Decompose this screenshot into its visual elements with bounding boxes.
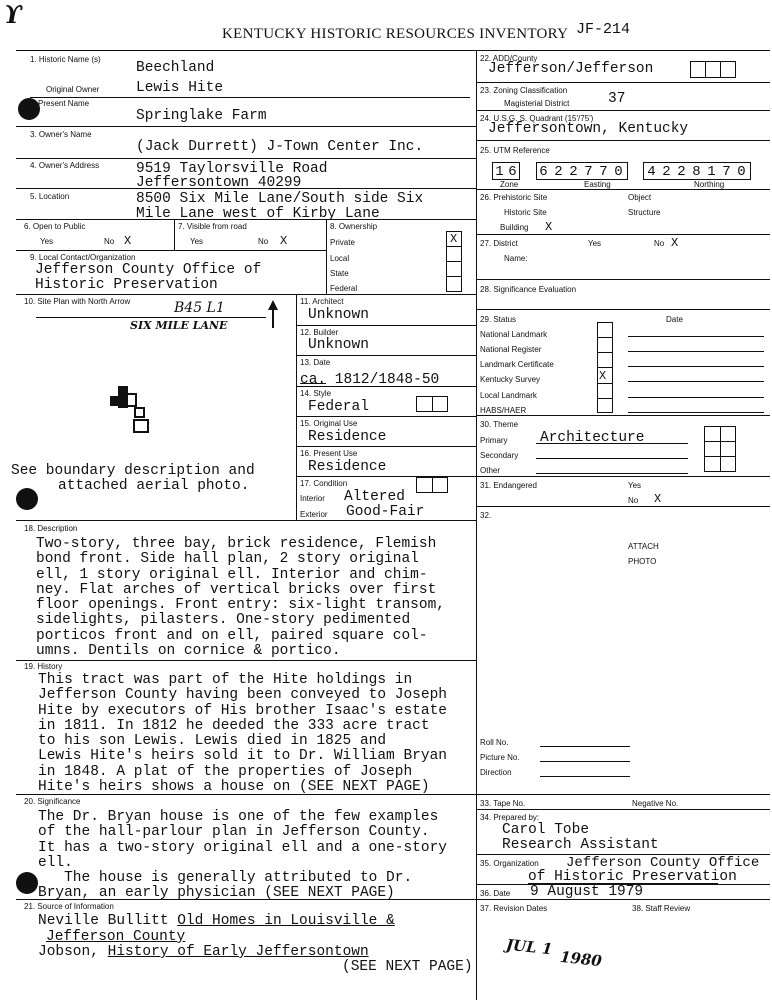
- utm-northing-digit: 7: [722, 164, 731, 180]
- history-line: This tract was part of the Hite holdings in: [38, 672, 413, 688]
- significance-line: ell.: [38, 854, 73, 871]
- status-landmark-certificate: Landmark Certificate: [480, 360, 554, 369]
- utm-easting-digit: 0: [614, 164, 623, 180]
- history-line: Hite's heirs shows a house on (SEE NEXT PAGE): [38, 779, 430, 796]
- f24-label: 24. U.S.G. S. Quadrant (15'/75'): [480, 114, 594, 123]
- architect: Unknown: [308, 307, 369, 323]
- f6-label: 6. Open to Public: [24, 222, 86, 231]
- f7-no: No: [258, 237, 269, 246]
- original-use: Residence: [308, 429, 387, 445]
- description-line: Two-story, three bay, brick residence, Flemish: [36, 536, 437, 552]
- stamp-year: 1980: [559, 947, 603, 971]
- f8-label: 8. Ownership: [330, 222, 378, 231]
- history-text: [38, 673, 447, 795]
- district-value: 37: [608, 91, 626, 107]
- theme-primary: Architecture: [540, 430, 645, 446]
- ownership-checkbox-local[interactable]: [446, 246, 462, 262]
- description-line: bond front. Side hall plan, 2 story original: [36, 551, 419, 568]
- utm-northing-digit: 8: [692, 164, 701, 180]
- significance-text: [38, 810, 447, 902]
- utm-northing-digit: 2: [662, 164, 671, 180]
- attach-label: ATTACH: [628, 542, 659, 551]
- organization-1: Jefferson County Office: [566, 855, 760, 871]
- page-title: KENTUCKY HISTORIC RESOURCES INVENTORY: [222, 26, 569, 42]
- building-mark: X: [545, 220, 553, 234]
- significance-line: The house is generally attributed to Dr.: [38, 870, 413, 887]
- utm-zone-digit: 6: [508, 164, 517, 180]
- prepared-date: 9 August 1979: [530, 884, 644, 900]
- f21-label: 21. Source of Information: [24, 902, 114, 911]
- significance-line: The Dr. Bryan house is one of the few examples: [38, 809, 439, 825]
- present-name-label: Present Name: [38, 99, 90, 108]
- picture-no-label: Picture No.: [480, 753, 520, 762]
- utm-easting-label: Easting: [584, 180, 611, 189]
- road-label: SIX MILE LANE: [130, 319, 228, 332]
- ownership-checkbox-federal[interactable]: [446, 276, 462, 292]
- corner-mark: ϒ: [4, 0, 23, 29]
- interior-label: Interior: [300, 494, 325, 503]
- utm-northing-digit: 1: [707, 164, 716, 180]
- ownership-checkbox-state[interactable]: [446, 261, 462, 277]
- building-label: Building: [500, 223, 529, 232]
- endangered-yes: Yes: [628, 481, 642, 490]
- photo-label: PHOTO: [628, 557, 657, 566]
- description-line: umns. Dentils on cornice & portico.: [36, 643, 341, 660]
- description-line: sidelights, pilasters. One-story pedimented: [36, 612, 411, 629]
- site-plan-note-1: See boundary description and: [11, 463, 255, 479]
- top-border: [16, 50, 770, 51]
- f34-label: 34. Prepared by:: [480, 813, 540, 822]
- theme-other-label: Other: [480, 466, 501, 475]
- historic-site-label: Historic Site: [504, 208, 547, 217]
- source-1-cont: Jefferson County: [46, 929, 186, 945]
- f16-label: 16. Present Use: [300, 449, 358, 458]
- utm-easting-digit: 2: [554, 164, 563, 180]
- present-use: Residence: [308, 459, 387, 475]
- f12-label: 12. Builder: [300, 328, 339, 337]
- f30-label: 30. Theme: [480, 420, 519, 429]
- owner-address-2: Jeffersontown 40299: [136, 175, 302, 191]
- style: Federal: [308, 399, 369, 415]
- site-plan-code: B45 L1: [174, 300, 225, 316]
- location-2: Mile Lane west of Kirby Lane: [136, 206, 380, 222]
- utm-easting-digit: 6: [539, 164, 548, 180]
- punch-hole-bottom: [16, 872, 38, 894]
- f14-label: 14. Style: [300, 389, 332, 398]
- f26-label: 26. Prehistoric Site: [480, 193, 548, 202]
- stamp-month: JUL 1: [505, 935, 554, 959]
- f9-label: 9. Local Contact/Organization: [30, 253, 136, 262]
- f3-label: 3. Owner's Name: [30, 130, 92, 139]
- historic-name: Beechland: [136, 60, 215, 76]
- f25-label: 25. UTM Reference: [480, 146, 550, 155]
- theme-secondary-label: Secondary: [480, 451, 519, 460]
- f18-label: 18. Description: [24, 524, 78, 533]
- history-line: in 1848. A plat of the properties of Joseph: [38, 763, 413, 780]
- endangered-no: No: [628, 496, 639, 505]
- f22-label: 22. ADD/County: [480, 54, 538, 63]
- f20-label: 20. Significance: [24, 797, 81, 806]
- district-yes: Yes: [588, 239, 602, 248]
- north-arrow: [264, 300, 282, 330]
- description-text: [36, 537, 445, 659]
- f8-private: Private: [330, 238, 355, 247]
- f10-label: 10. Site Plan with North Arrow: [24, 297, 131, 306]
- exterior-label: Exterior: [300, 510, 328, 519]
- f19-label: 19. History: [24, 662, 63, 671]
- description-line: ell, 1 story original ell. Interior and chim-: [36, 566, 428, 583]
- f27-label: 27. District: [480, 239, 518, 248]
- owner-name: (Jack Durrett) J-Town Center Inc.: [136, 139, 424, 155]
- owner-address-1: 9519 Taylorsville Road: [136, 161, 328, 177]
- site-plan-building-sketch: [108, 382, 158, 438]
- see-next-page: (SEE NEXT PAGE): [342, 959, 473, 975]
- source-1: Neville Bullitt Old Homes in Louisville &: [38, 913, 395, 929]
- f1-label: 1. Historic Name (s): [30, 55, 101, 64]
- location-1: 8500 Six Mile Lane/South side Six: [136, 191, 424, 207]
- roll-no-label: Roll No.: [480, 738, 509, 747]
- add-county: Jefferson/Jefferson: [488, 61, 654, 77]
- status-local-landmark: Local Landmark: [480, 391, 537, 400]
- status-kentucky-survey: Kentucky Survey: [480, 375, 541, 384]
- date-strike: [300, 383, 326, 384]
- description-line: ney. Flat arches of vertical bricks over first: [36, 581, 437, 598]
- f5-label: 5. Location: [30, 192, 70, 201]
- local-contact-1: Jefferson County Office of: [35, 262, 262, 278]
- f35-label: 35. Organization: [480, 859, 539, 868]
- punch-hole-middle: [16, 488, 38, 510]
- f8-federal: Federal: [330, 284, 358, 293]
- f33-label: 33. Tape No.: [480, 799, 526, 808]
- ownership-mark: X: [450, 232, 458, 246]
- utm-zone-digit: 1: [495, 164, 504, 180]
- description-line: porticos front and on ell, paired square col-: [36, 627, 428, 644]
- status-national-landmark: National Landmark: [480, 330, 548, 339]
- description-line: floor openings. Front entry: six-light transom,: [36, 597, 445, 614]
- district-mark: X: [671, 236, 679, 250]
- history-line: Lewis Hite's heirs sold it to Dr. William Bryan: [38, 748, 447, 765]
- significance-line: It has a two-story original ell and a one-story: [38, 839, 447, 856]
- endangered-mark: X: [654, 492, 662, 506]
- organization-2: of Historic Preservation: [528, 869, 737, 885]
- present-name: Springlake Farm: [136, 108, 267, 124]
- negative-no-label: Negative No.: [632, 799, 679, 808]
- original-owner-label: Original Owner: [46, 85, 100, 94]
- f28-label: 28. Significance Evaluation: [480, 285, 577, 294]
- f31-label: 31. Endangered: [480, 481, 537, 490]
- significance-line: of the hall-parlour plan in Jefferson County.: [38, 824, 430, 841]
- district-label: Magisterial District: [504, 99, 570, 108]
- road-line: [36, 317, 266, 318]
- original-owner: Lewis Hite: [136, 80, 224, 96]
- utm-zone-label: Zone: [500, 180, 519, 189]
- status-national-register: National Register: [480, 345, 542, 354]
- f8-state: State: [330, 269, 349, 278]
- theme-primary-label: Primary: [480, 436, 508, 445]
- county-code-box[interactable]: [690, 61, 736, 78]
- interior-condition: Altered: [344, 489, 405, 505]
- utm-northing-digit: 4: [647, 164, 656, 180]
- f11-label: 11. Architect: [300, 297, 344, 306]
- f38-label: 38. Staff Review: [632, 904, 691, 913]
- f7-yes: Yes: [190, 237, 204, 246]
- utm-easting-digit: 2: [569, 164, 578, 180]
- local-contact-2: Historic Preservation: [35, 277, 218, 293]
- history-line: Hite by executors of His brother Isaac's estate: [38, 702, 447, 719]
- f6-mark: X: [124, 234, 132, 248]
- prepared-by-name: Carol Tobe: [502, 822, 590, 838]
- f6-no: No: [104, 237, 115, 246]
- status-date-label: Date: [666, 315, 683, 324]
- structure-label: Structure: [628, 208, 661, 217]
- f6-yes: Yes: [40, 237, 54, 246]
- history-line: in 1811. In 1812 he deeded the 333 acre tract: [38, 717, 430, 734]
- direction-label: Direction: [480, 768, 512, 777]
- utm-northing-digit: 0: [737, 164, 746, 180]
- utm-northing-label: Northing: [694, 180, 725, 189]
- quadrant: Jeffersontown, Kentucky: [488, 121, 689, 137]
- center-divider: [476, 50, 477, 1000]
- site-plan-note-2: attached aerial photo.: [58, 478, 250, 494]
- district-name-label: Name:: [504, 254, 528, 263]
- f8-local: Local: [330, 254, 350, 263]
- status-habs-haer: HABS/HAER: [480, 406, 527, 415]
- f23-label: 23. Zoning Classification: [480, 86, 568, 95]
- source-2: Jobson, History of Early Jeffersontown: [38, 944, 369, 960]
- f32-label: 32.: [480, 511, 492, 520]
- kentucky-survey-mark: X: [599, 369, 607, 383]
- f36-label: 36. Date: [480, 889, 511, 898]
- f13-label: 13. Date: [300, 358, 331, 367]
- f7-label: 7. Visible from road: [178, 222, 247, 231]
- utm-easting-digit: 7: [584, 164, 593, 180]
- builder: Unknown: [308, 337, 369, 353]
- object-label: Object: [628, 193, 652, 202]
- utm-northing-digit: 2: [677, 164, 686, 180]
- f37-label: 37. Revision Dates: [480, 904, 548, 913]
- f4-label: 4. Owner's Address: [30, 161, 100, 170]
- exterior-condition: Good-Fair: [346, 504, 425, 520]
- significance-line: Bryan, an early physician (SEE NEXT PAGE): [38, 885, 395, 902]
- history-line: Jefferson County having been conveyed to Joseph: [38, 687, 447, 704]
- date-built: ca. 1812/1848-50: [300, 372, 440, 388]
- f17-label: 17. Condition: [300, 479, 348, 488]
- site-number: JF-214: [576, 21, 631, 38]
- f29-label: 29. Status: [480, 315, 517, 324]
- f15-label: 15. Original Use: [300, 419, 358, 428]
- prepared-by-title: Research Assistant: [502, 837, 659, 853]
- punch-hole-top: [18, 98, 40, 120]
- district-no: No: [654, 239, 665, 248]
- utm-easting-digit: 7: [599, 164, 608, 180]
- f7-mark: X: [280, 234, 288, 248]
- history-line: to his son Lewis. Lewis died in 1825 and: [38, 733, 387, 750]
